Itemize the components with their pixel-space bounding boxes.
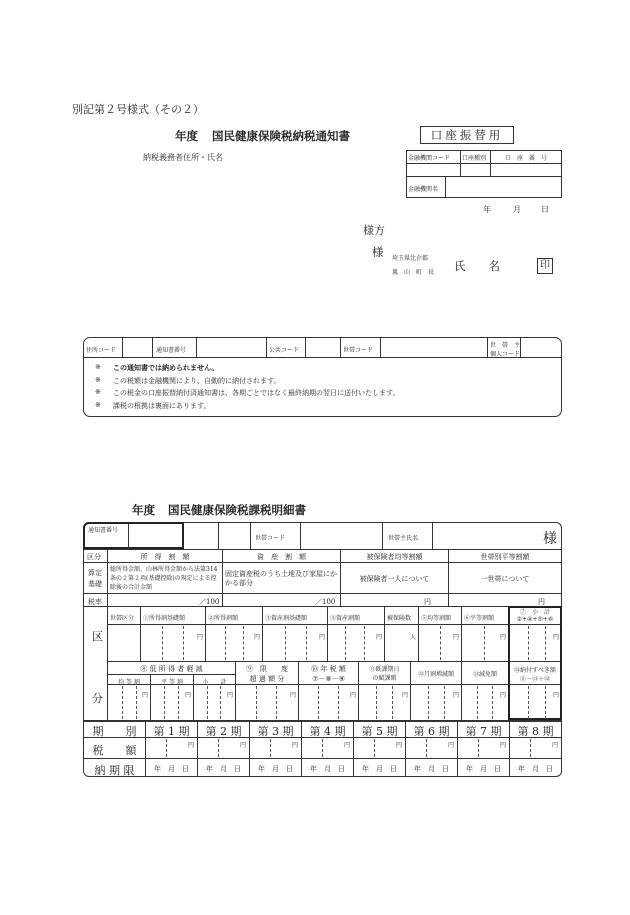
notice-title: 国民健康保険税納税通知書 [212, 129, 350, 143]
santei-label-1: 算定 [88, 569, 102, 577]
col-asset: 資 産 割 額 [257, 553, 306, 561]
note-text-1: この通知書では納められません。 [113, 363, 219, 372]
payer-label: 納税義務者住所・氏名 [143, 153, 223, 162]
account-number-label: 口 座 番 号 [505, 155, 548, 162]
head-asset-amount: ④資産割額 [330, 615, 361, 622]
tax-label: 税 額 [92, 744, 137, 757]
head-label: 世 帯 主 [490, 342, 521, 349]
yen-15: 円 [500, 692, 507, 699]
yen-4: 円 [376, 634, 383, 641]
head-equal-reduction: 均 等 割 [118, 679, 140, 686]
due-6: 年 月 日 [414, 765, 449, 773]
head-limit-excess: 超 過 額 分 [249, 675, 285, 683]
col-household: 世帯別平等割額 [480, 553, 530, 561]
issuer-line2: 嵐 山 町 長 [392, 269, 435, 276]
period-1: 第 1 期 [153, 725, 190, 738]
note-text-3: この税金の口座振替納付済通知書は、各期ごとではなく最終納期の翌日に送付いたします。 [113, 389, 400, 397]
nin-1: 人 [410, 634, 417, 641]
head-annual-formula: ⑦－⑧－⑨ [312, 675, 345, 683]
head-payable: ⑭納付すべき額 [514, 667, 556, 674]
public-code-label: 公共コード [269, 347, 300, 354]
kubun-label: 区分 [87, 553, 101, 561]
notice-year-label: 年度 [175, 129, 198, 143]
low-income-reduction: ⑧ 低 所 得 者 軽 減 [140, 665, 203, 673]
bank-code-label: 金融機関コード [408, 155, 451, 162]
detail-notice-no-label: 通知書番号 [88, 527, 119, 534]
tax-yen-5: 円 [396, 742, 403, 749]
head-reduction-subtotal: 小 計 [202, 679, 227, 686]
head-insured-count: 被保険数 [387, 615, 412, 622]
yen-9: 円 [185, 692, 192, 699]
rate-asset-unit: ／100 [315, 598, 336, 606]
period-4: 第 4 期 [309, 725, 346, 738]
tax-yen-2: 円 [240, 742, 247, 749]
account-type-label: 口座種別 [462, 155, 487, 162]
rate-household-yen: 円 [538, 598, 545, 606]
sama-kata: 様方 [363, 224, 385, 237]
tax-yen-8: 円 [552, 742, 559, 749]
yen-1: 円 [197, 634, 204, 641]
yen-8: 円 [142, 692, 149, 699]
head-already-levied: ⑪既課期日 [369, 666, 400, 673]
tax-yen-4: 円 [344, 742, 351, 749]
bun-char: 分 [92, 692, 103, 705]
period-8: 第 8 期 [517, 725, 554, 738]
detail-title: 国民健康保険税課税明細書 [168, 503, 306, 517]
col-income: 所 得 割 額 [140, 553, 190, 561]
yen-6: 円 [500, 634, 507, 641]
due-3: 年 月 日 [258, 765, 293, 773]
head-annual-tax: ⑩ 年 税 額 [311, 665, 346, 673]
yen-7: 円 [553, 634, 560, 641]
yen-11: 円 [290, 692, 297, 699]
issuer-line1: 埼玉県比企郡 [392, 255, 429, 262]
yen-12: 円 [350, 692, 357, 699]
yen-14: 円 [453, 692, 460, 699]
col-equal: 被保険者均等割額 [366, 553, 423, 561]
ku-char: 区 [92, 630, 103, 643]
address-code-label: 住所コード [86, 347, 117, 354]
head-limit: ⑨ 限 度 [246, 665, 288, 673]
head-equal-amount: ⑤均等割額 [421, 615, 452, 622]
bank-name-label: 金融機関名 [408, 186, 439, 193]
date-day: 日 [541, 205, 549, 214]
head-income-base: ①所得割基礎額 [143, 615, 186, 622]
note-mark-2: ※ [95, 376, 101, 384]
yen-16: 円 [553, 692, 560, 699]
yen-13: 円 [402, 692, 409, 699]
head-monthly-adjust: ⑫月割増減額 [417, 671, 454, 678]
yen-10: 円 [227, 692, 234, 699]
detail-head-name: 世帯主氏名 [388, 535, 419, 542]
tax-yen-6: 円 [448, 742, 455, 749]
issuer-name: 氏 名 [454, 259, 500, 273]
form-label: 別記第２号様式（その２） [72, 103, 204, 116]
head-payable-formula: ⑪－⑬＋⑫ [519, 676, 550, 683]
rate-label: 税率 [88, 598, 102, 606]
head-flat-amount: ⑥平等割額 [464, 615, 495, 622]
due-2: 年 月 日 [206, 765, 241, 773]
yen-3: 円 [319, 634, 326, 641]
due-label: 納 期 限 [94, 764, 135, 777]
note-text-2: この税額は金融機関により、自動的に納付されます。 [113, 377, 281, 385]
head-already-levied-2: の賦課額 [372, 675, 397, 682]
rate-equal-yen: 円 [424, 598, 431, 606]
note-mark-4: ※ [95, 401, 101, 409]
detail-sama: 様 [543, 531, 557, 547]
yen-5: 円 [453, 634, 460, 641]
tax-yen-1: 円 [188, 742, 195, 749]
head-exemption: ⑬減免額 [472, 671, 497, 678]
due-8: 年 月 日 [518, 765, 553, 773]
period-5: 第 5 期 [361, 725, 398, 738]
date-month: 月 [513, 205, 521, 214]
due-1: 年 月 日 [154, 765, 189, 773]
sama: 様 [372, 245, 384, 259]
period-6: 第 6 期 [413, 725, 450, 738]
detail-year-label: 年度 [132, 503, 155, 517]
period-7: 第 7 期 [465, 725, 502, 738]
due-5: 年 月 日 [362, 765, 397, 773]
santei-household: 一世帯について [480, 575, 530, 583]
household-code-label: 世帯コード [343, 347, 374, 354]
yen-2: 円 [254, 634, 261, 641]
note-mark-3: ※ [95, 388, 101, 396]
period-3: 第 3 期 [257, 725, 294, 738]
period-2: 第 2 期 [205, 725, 242, 738]
official-seal: 印 [537, 258, 553, 274]
rate-income-unit: ／100 [199, 598, 220, 606]
head-flat-reduction: 平 等 割 [161, 679, 183, 686]
santei-asset: 固定資産税のうち土地及び家屋にかかる部分 [225, 570, 337, 587]
tax-yen-7: 円 [500, 742, 507, 749]
santei-income: 総所得金額、山林所得金額から法第314条の２第２項(基礎控除)の規定による控除後の合計金額 [110, 566, 218, 591]
due-7: 年 月 日 [466, 765, 501, 773]
head-asset-base: ③資産割基礎額 [265, 615, 308, 622]
note-text-4: 課税の根拠は裏面にあります。 [113, 402, 211, 410]
head-household-type: 世帯区分 [110, 615, 135, 622]
tax-yen-3: 円 [292, 742, 299, 749]
santei-label-2: 基礎 [88, 580, 102, 588]
due-4: 年 月 日 [310, 765, 345, 773]
note-mark-1: ※ [95, 363, 101, 371]
santei-equal: 被保険者一人について [359, 575, 430, 583]
personal-code-label: 個人コード [490, 351, 521, 358]
head-subtotal-formula: ②+④+⑤+⑥ [516, 616, 554, 623]
detail-household-code: 世帯コード [255, 535, 286, 542]
notice-number-label: 通知書番号 [156, 347, 187, 354]
account-transfer-stamp: 口座振替用 [420, 126, 514, 144]
head-income-amount: ②所得割額 [208, 615, 239, 622]
periods-label: 期 別 [92, 725, 137, 738]
head-subtotal: ⑦ 小 計 [519, 609, 550, 616]
date-year: 年 [483, 205, 491, 214]
